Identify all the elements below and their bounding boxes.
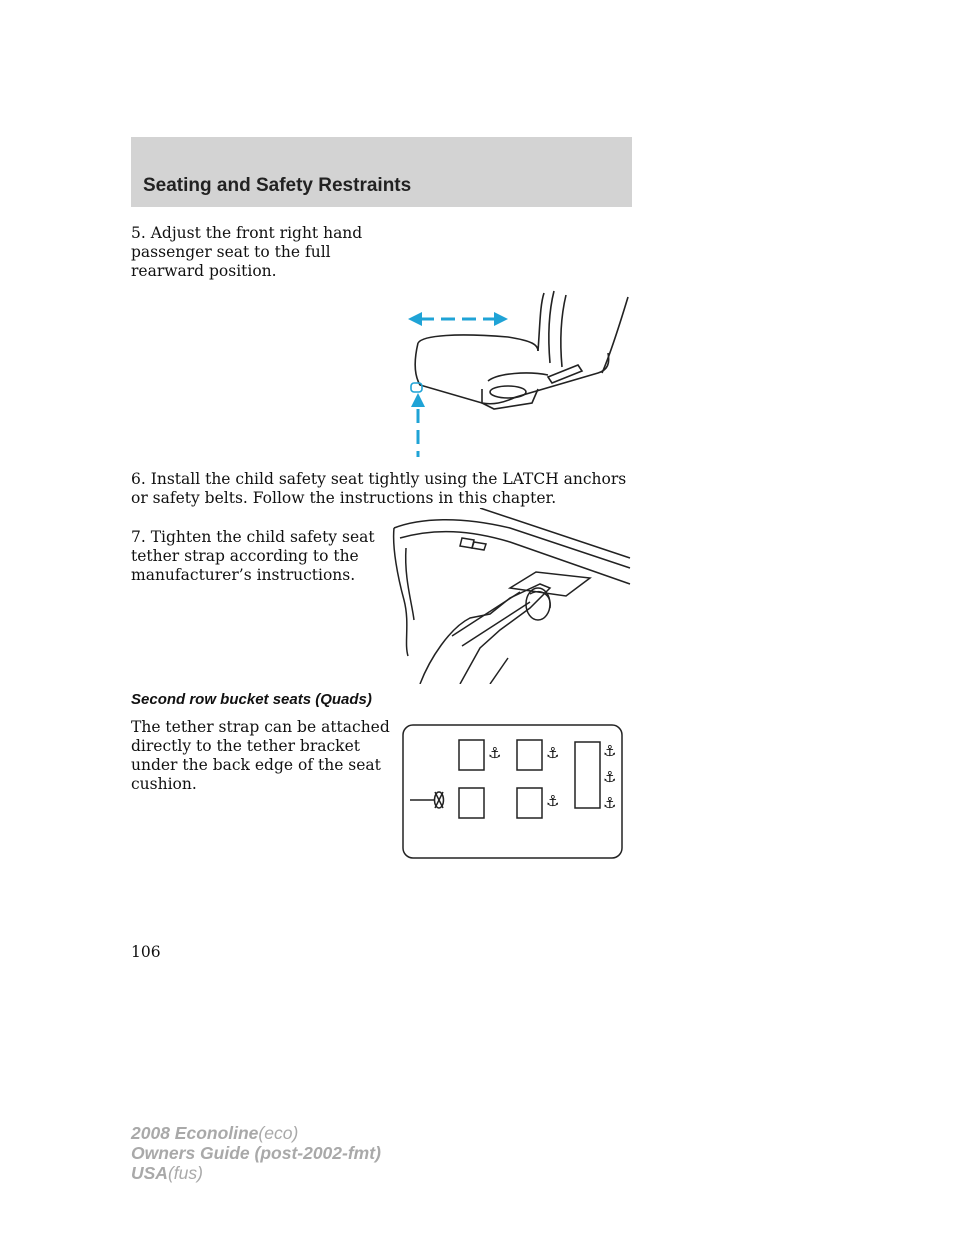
footer-model-code: (eco): [258, 1123, 299, 1143]
document-footer: [131, 1123, 381, 1183]
page-number: 106: [131, 943, 161, 961]
anchor-icon: ⚓: [603, 794, 617, 812]
anchor-icon: ⚓: [603, 742, 617, 760]
anchor-location-diagram: [402, 724, 624, 860]
seat-second-left: [459, 788, 484, 818]
section-body-text: The tether strap can be attached directly to the tether bracket under the back edge of the seat cushion.: [131, 718, 390, 793]
seat-front-right: [517, 740, 542, 770]
header-band: [131, 137, 632, 207]
footer-guide: Owners Guide (post-2002-fmt): [131, 1143, 381, 1163]
step-5-text: 5. Adjust the front right hand passenger seat to the full rearward position.: [131, 224, 363, 280]
seat-second-right: [517, 788, 542, 818]
rear-bench: [575, 742, 600, 808]
seat-adjust-illustration: [398, 285, 636, 460]
step-7-text: 7. Tighten the child safety seat tether strap according to the manufacturer’s instructions.: [131, 528, 375, 584]
footer-model: 2008 Econoline: [131, 1123, 259, 1143]
anchor-icon: ⚓: [603, 768, 617, 786]
anchor-icon: ⚓: [546, 792, 560, 810]
seat-front-left: [459, 740, 484, 770]
page-title: Seating and Safety Restraints: [143, 175, 412, 196]
anchor-icon: ⚓: [546, 744, 560, 762]
footer-market: USA: [131, 1163, 168, 1183]
footer-market-code: (fus): [167, 1163, 203, 1183]
tether-strap-illustration: [390, 508, 634, 684]
anchor-icon: ⚓: [488, 744, 502, 762]
step-6-text: 6. Install the child safety seat tightly using the LATCH anchors or safety belts. Follow the instructions in this chapter.: [131, 470, 627, 507]
section-heading: Second row bucket seats (Quads): [131, 691, 372, 708]
